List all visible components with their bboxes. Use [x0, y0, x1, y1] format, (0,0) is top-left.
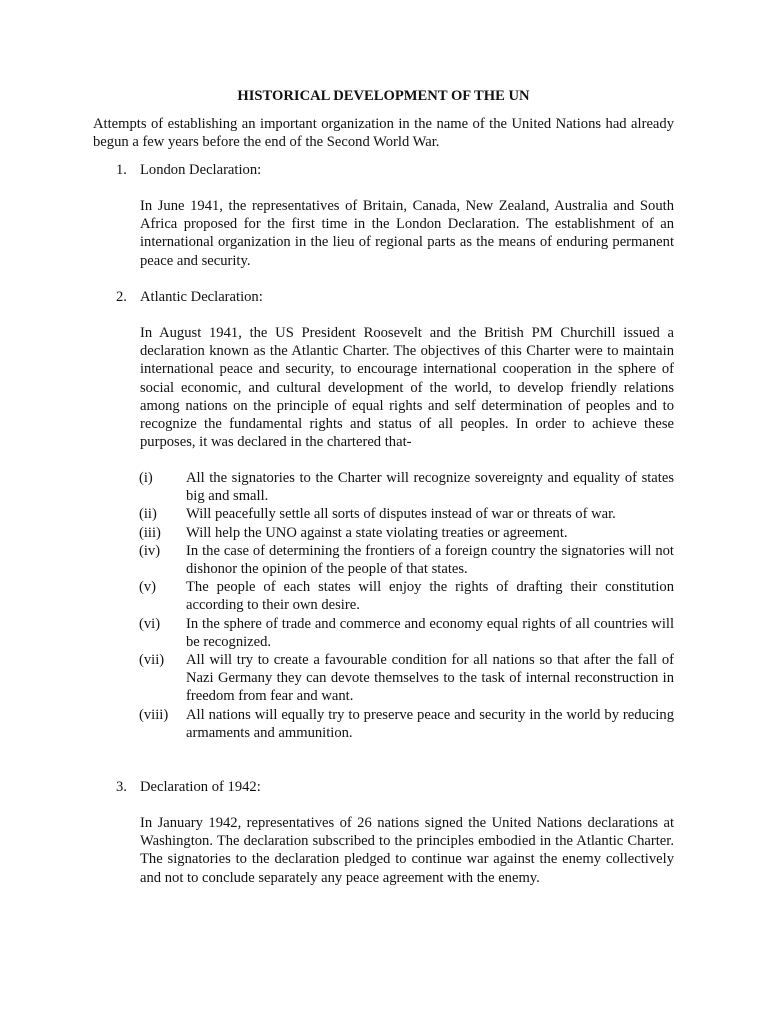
section-heading-text: Atlantic Declaration: — [140, 289, 263, 305]
list-item-text: All nations will equally try to preserve peace and security in the world by reducing armaments and ammunition. — [186, 706, 674, 741]
intro-paragraph: Attempts of establishing an important organization in the name of the United Nations had already begun a few years before the end of the Second World War. — [93, 116, 674, 151]
list-item — [139, 524, 674, 542]
list-item — [139, 469, 674, 505]
list-numeral: (ii) — [139, 506, 157, 523]
section-number: 1. — [116, 162, 127, 178]
section-number: 2. — [116, 289, 127, 305]
list-item-text: The people of each states will enjoy the rights of drafting their constitution according to their own desire. — [186, 579, 674, 614]
list-item — [139, 651, 674, 706]
list-numeral: (i) — [139, 470, 153, 486]
list-item-text: Will peacefully settle all sorts of disputes instead of war or threats of war. — [186, 506, 616, 523]
list-item — [139, 706, 674, 742]
list-item — [139, 542, 674, 578]
list-numeral: (v) — [139, 579, 157, 596]
list-item-text: All will try to create a favourable condition for all nations so that after the fall of Nazi Germany they can devote themselves to the task of internal reconstruction in freedom from fear and want. — [186, 652, 674, 705]
section-heading-text: Declaration of 1942: — [140, 779, 261, 795]
list-item-text: All the signatories to the Charter will recognize sovereignty and equality of states big and small. — [186, 470, 674, 505]
section-paragraph-atlantic: In August 1941, the US President Roosevelt and the British PM Churchill issued a declaration known as the Atlantic Charter. The objectives of this Charter were to maintain international peace and security, to encourage international cooperation in the sphere of social economic, and cultural development of the world, to develop friendly relations among nations on the principle of equal rights and self determination of peoples and to recognize the fundamental rights and status of all peoples. In order to achieve these purposes, it was declared in the chartered that- — [140, 325, 674, 451]
list-item — [139, 578, 674, 614]
section-heading-text: London Declaration: — [140, 162, 262, 178]
section-paragraph-1942: In January 1942, representatives of 26 nations signed the United Nations declarations at Washington. The declaration subscribed to the principles embodied in the Atlantic Charter. The signatories to the declaration pledged to continue war against the enemy collectively and not to conclude separately any peace agreement with the enemy. — [140, 815, 674, 886]
list-numeral: (vi) — [139, 615, 161, 632]
list-item — [139, 615, 674, 651]
section-heading-atlantic — [116, 288, 263, 306]
list-numeral: (iv) — [139, 542, 161, 559]
list-numeral: (viii) — [139, 706, 169, 723]
section-heading-1942 — [116, 778, 261, 796]
document-title: HISTORICAL DEVELOPMENT OF THE UN — [237, 88, 530, 104]
list-numeral: (iii) — [139, 524, 161, 541]
section-paragraph-london: In June 1941, the representatives of Britain, Canada, New Zealand, Australia and South Africa proposed for the first time in the London Declaration. The establishment of an international organization in the lieu of regional parts as the means of enduring permanent peace and security. — [140, 198, 674, 269]
list-numeral: (vii) — [139, 652, 165, 669]
list-item-text: In the sphere of trade and commerce and economy equal rights of all countries will be recognized. — [186, 615, 674, 650]
section-heading-london — [116, 161, 261, 179]
list-item-text: Will help the UNO against a state violating treaties or agreement. — [186, 524, 568, 541]
list-item-text: In the case of determining the frontiers of a foreign country the signatories will not dishonor the opinion of the people of that states. — [186, 542, 674, 578]
list-item — [139, 505, 674, 523]
charter-points-list — [139, 469, 674, 742]
section-number: 3. — [116, 779, 127, 795]
